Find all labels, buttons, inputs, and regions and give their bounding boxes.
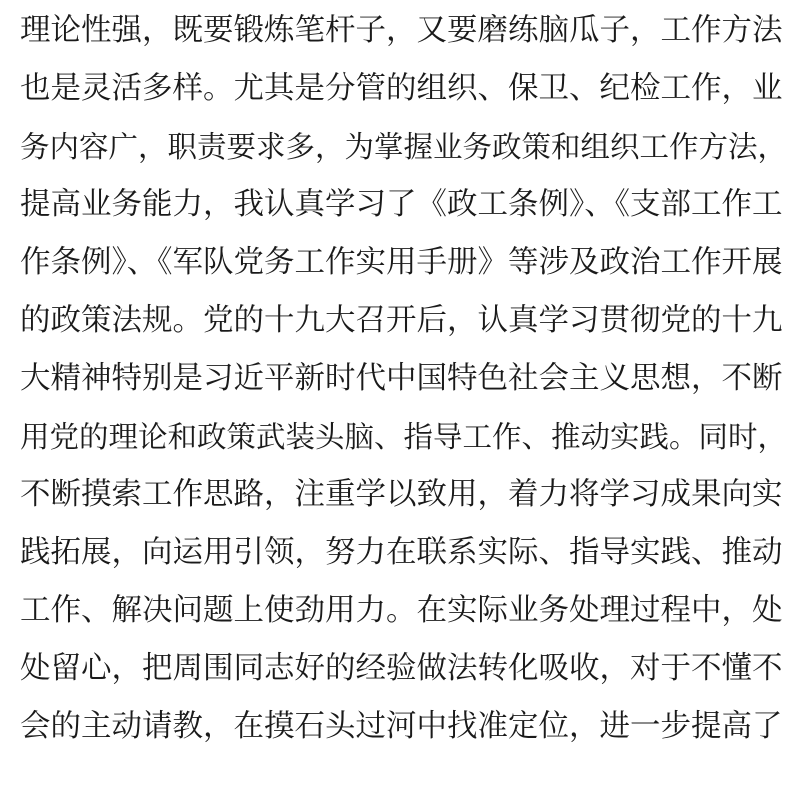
text-line: 务内容广，职责要求多，为掌握业务政策和组织工作方法， bbox=[20, 130, 788, 164]
text-line: 会的主动请教，在摸石头过河中找准定位，进一步提高了 bbox=[20, 709, 783, 744]
text-line: 工作、解决问题上使劲用力。在实际业务处理过程中，处 bbox=[20, 593, 783, 628]
text-line: 用党的理论和政策武装头脑、指导工作、推动实践。同时， bbox=[20, 420, 788, 454]
text-line: 提高业务能力，我认真学习了《政工条例》、《支部工作工 bbox=[20, 187, 783, 222]
text-line: 的政策法规。党的十九大召开后，认真学习贯彻党的十九 bbox=[20, 303, 783, 338]
text-line: 不断摸索工作思路，注重学以致用，着力将学习成果向实 bbox=[20, 477, 783, 512]
text-line: 理论性强，既要锻炼笔杆子，又要磨练脑瓜子，工作方法 bbox=[20, 13, 783, 48]
text-line: 大精神特别是习近平新时代中国特色社会主义思想，不断 bbox=[20, 361, 783, 396]
body-text bbox=[20, 2, 790, 756]
text-line: 作条例》、《军队党务工作实用手册》等涉及政治工作开展 bbox=[20, 245, 783, 280]
text-line: 践拓展，向运用引领，努力在联系实际、指导实践、推动 bbox=[20, 535, 783, 570]
text-line: 处留心，把周围同志好的经验做法转化吸收，对于不懂不 bbox=[20, 651, 783, 686]
text-line: 也是灵活多样。尤其是分管的组织、保卫、纪检工作，业 bbox=[20, 71, 783, 106]
